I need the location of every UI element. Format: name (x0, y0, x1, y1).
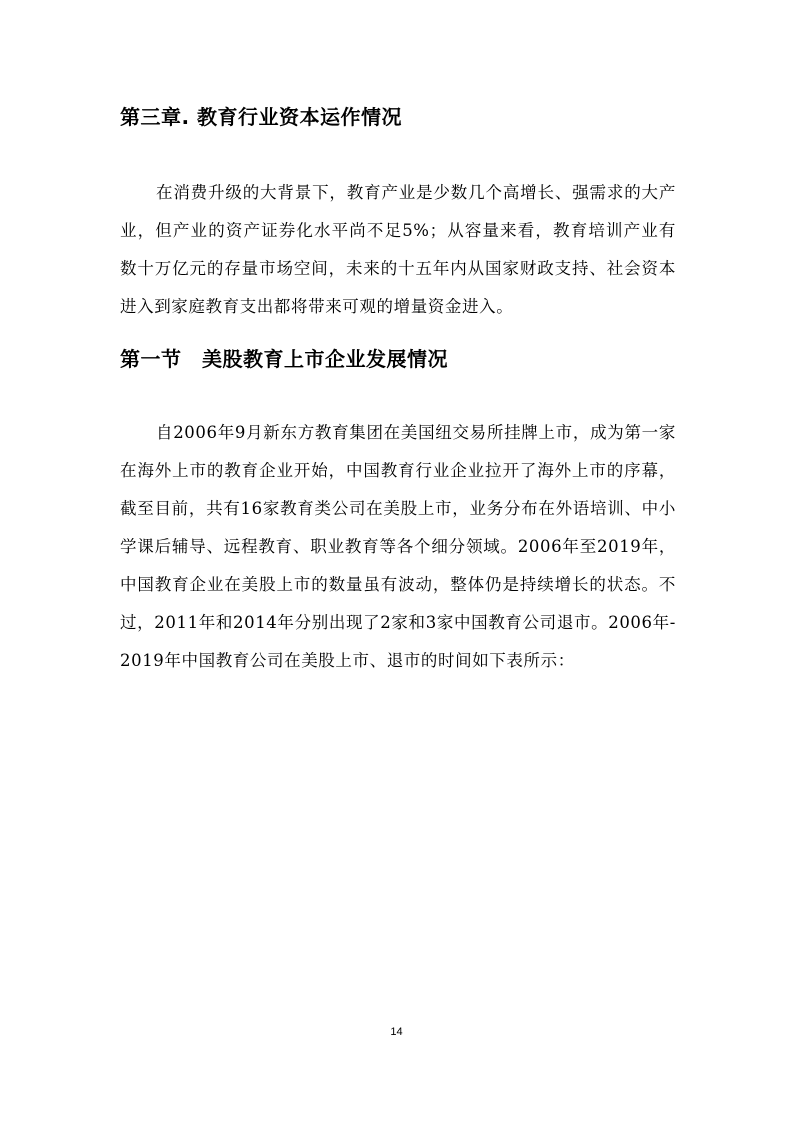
chapter-heading: 第三章. 教育行业资本运作情况 (120, 105, 403, 129)
section-heading: 第一节 美股教育上市企业发展情况 (120, 347, 448, 371)
section-body-paragraph: 自2006年9月新东方教育集团在美国纽交易所挂牌上市，成为第一家在海外上市的教育企业开始，中国教育行业企业拉开了海外上市的序幕，截至目前，共有16家教育类公司在美股上市，业务分布在外语培训、中小学课后辅导、远程教育、职业教育等各个细分领域。2006年至2019年，中国教育企业在美股上市的数量虽有波动，整体仍是持续增长的状态。不过，2011年和2014年分别出现了2家和3家中国教育公司退市。2006年-2019年中国教育公司在美股上市、退市的时间如下表所示： (120, 422, 676, 670)
chapter-intro-paragraph: 在消费升级的大背景下，教育产业是少数几个高增长、强需求的大产业，但产业的资产证券化水平尚不足5%；从容量来看，教育培训产业有数十万亿元的存量市场空间，未来的十五年内从国家财政支持、社会资本进入到家庭教育支出都将带来可观的增量资金进入。 (120, 182, 676, 316)
page-number: 14 (390, 1026, 403, 1038)
